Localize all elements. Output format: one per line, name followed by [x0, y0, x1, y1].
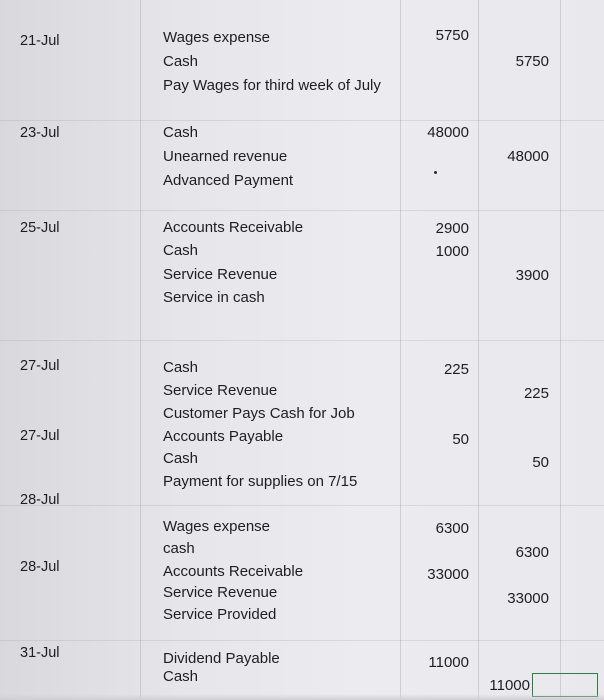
account-name: Cash [163, 450, 199, 467]
account-name: Wages expense [163, 518, 271, 535]
account-name: Accounts Payable [163, 428, 284, 445]
stray-mark [434, 171, 437, 174]
entry-description: Payment for supplies on 7/15 [163, 473, 358, 490]
credit-amount: 33000 [507, 590, 549, 607]
entry-description: Service in cash [163, 289, 265, 306]
row-divider [0, 640, 604, 641]
column-divider [560, 0, 561, 700]
row-divider [0, 340, 604, 341]
debit-amount: 6300 [435, 520, 469, 537]
entry-date: 27-Jul [20, 428, 60, 444]
account-name: Unearned revenue [163, 148, 288, 165]
entry-description: Advanced Payment [163, 172, 294, 189]
row-divider [0, 505, 604, 506]
entry-description: Customer Pays Cash for Job [163, 405, 355, 422]
account-name: Cash [163, 53, 199, 70]
debit-amount: 2900 [435, 220, 469, 237]
debit-amount: 50 [452, 431, 469, 448]
account-name: Accounts Receivable [163, 219, 304, 236]
account-name: Cash [163, 242, 199, 259]
entry-date: 28-Jul [20, 492, 60, 508]
account-name: Service Revenue [163, 266, 278, 283]
row-divider [0, 120, 604, 121]
column-divider [140, 0, 141, 700]
account-name: Dividend Payable [163, 650, 280, 667]
credit-amount: 6300 [515, 544, 549, 561]
entry-date: 28-Jul [20, 559, 60, 575]
credit-amount: 225 [523, 385, 549, 402]
account-name: Accounts Receivable [163, 563, 304, 580]
debit-amount: 5750 [435, 27, 469, 44]
column-divider [400, 0, 401, 700]
debit-amount: 1000 [435, 243, 469, 260]
row-divider [0, 210, 604, 211]
cropped-bottom-edge [0, 694, 604, 700]
entry-date: 31-Jul [20, 645, 60, 661]
entry-date: 23-Jul [20, 125, 60, 141]
account-name: Cash [163, 668, 199, 685]
credit-amount: 50 [532, 454, 549, 471]
account-name: Service Revenue [163, 382, 278, 399]
credit-amount[interactable]: 11000 [489, 677, 530, 694]
account-name: Cash [163, 124, 199, 141]
account-name: Cash [163, 359, 199, 376]
credit-amount: 48000 [507, 148, 549, 165]
entry-date: 25-Jul [20, 220, 60, 236]
debit-amount: 33000 [427, 566, 469, 583]
credit-amount: 3900 [515, 267, 549, 284]
entry-description: Pay Wages for third week of July [163, 77, 381, 94]
debit-amount: 225 [443, 361, 469, 378]
credit-amount: 5750 [515, 53, 549, 70]
entry-date: 27-Jul [20, 358, 60, 374]
entry-description: Service Provided [163, 606, 277, 623]
account-name: Service Revenue [163, 584, 278, 601]
debit-amount: 11000 [428, 654, 469, 671]
account-name: Wages expense [163, 29, 271, 46]
account-name: cash [163, 540, 195, 557]
column-divider [478, 0, 479, 700]
entry-date: 21-Jul [20, 33, 60, 49]
debit-amount: 48000 [427, 124, 469, 141]
